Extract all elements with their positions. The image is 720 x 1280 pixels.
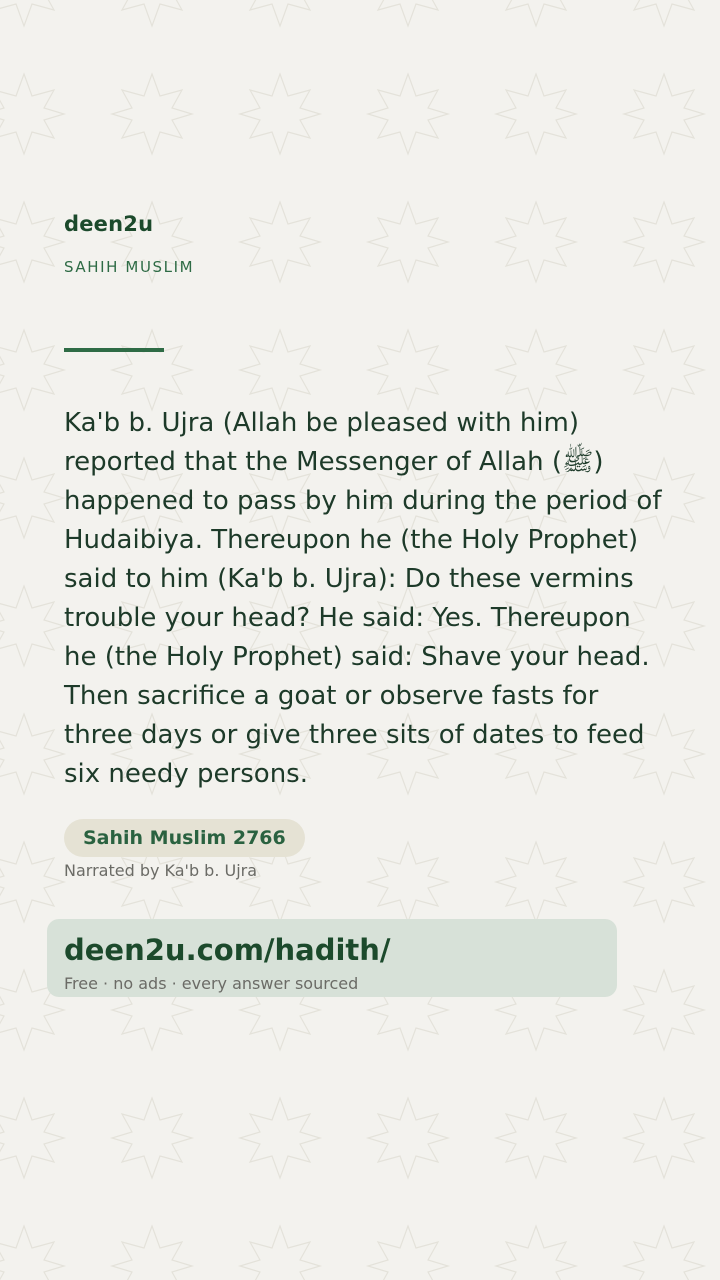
reference-badge: Sahih Muslim 2766 <box>64 819 305 857</box>
cta-subtitle: Free · no ads · every answer sourced <box>64 974 359 993</box>
brand-name: deen2u <box>64 212 154 236</box>
divider <box>64 348 164 352</box>
cta-card[interactable] <box>47 919 617 997</box>
narrator-label: Narrated by Ka'b b. Ujra <box>64 861 258 880</box>
hadith-text: Ka'b b. Ujra (Allah be pleased with him) reported that the Messenger of Allah (ﷺ) happened to pass by him during the period of Hudaibiya. Thereupon he (the Holy Prophet) said to him (Ka'b b. Ujra): Do these vermins trouble your head? He said: Yes. Thereupon he (the Holy Prophet) said: Shave your head. Then sacrifice a goat or observe fasts for three days or give three sits of dates to feed six needy persons. <box>64 408 662 789</box>
cta-url-link[interactable]: deen2u.com/hadith/ <box>64 933 391 967</box>
collection-label: SAHIH MUSLIM <box>64 258 195 276</box>
